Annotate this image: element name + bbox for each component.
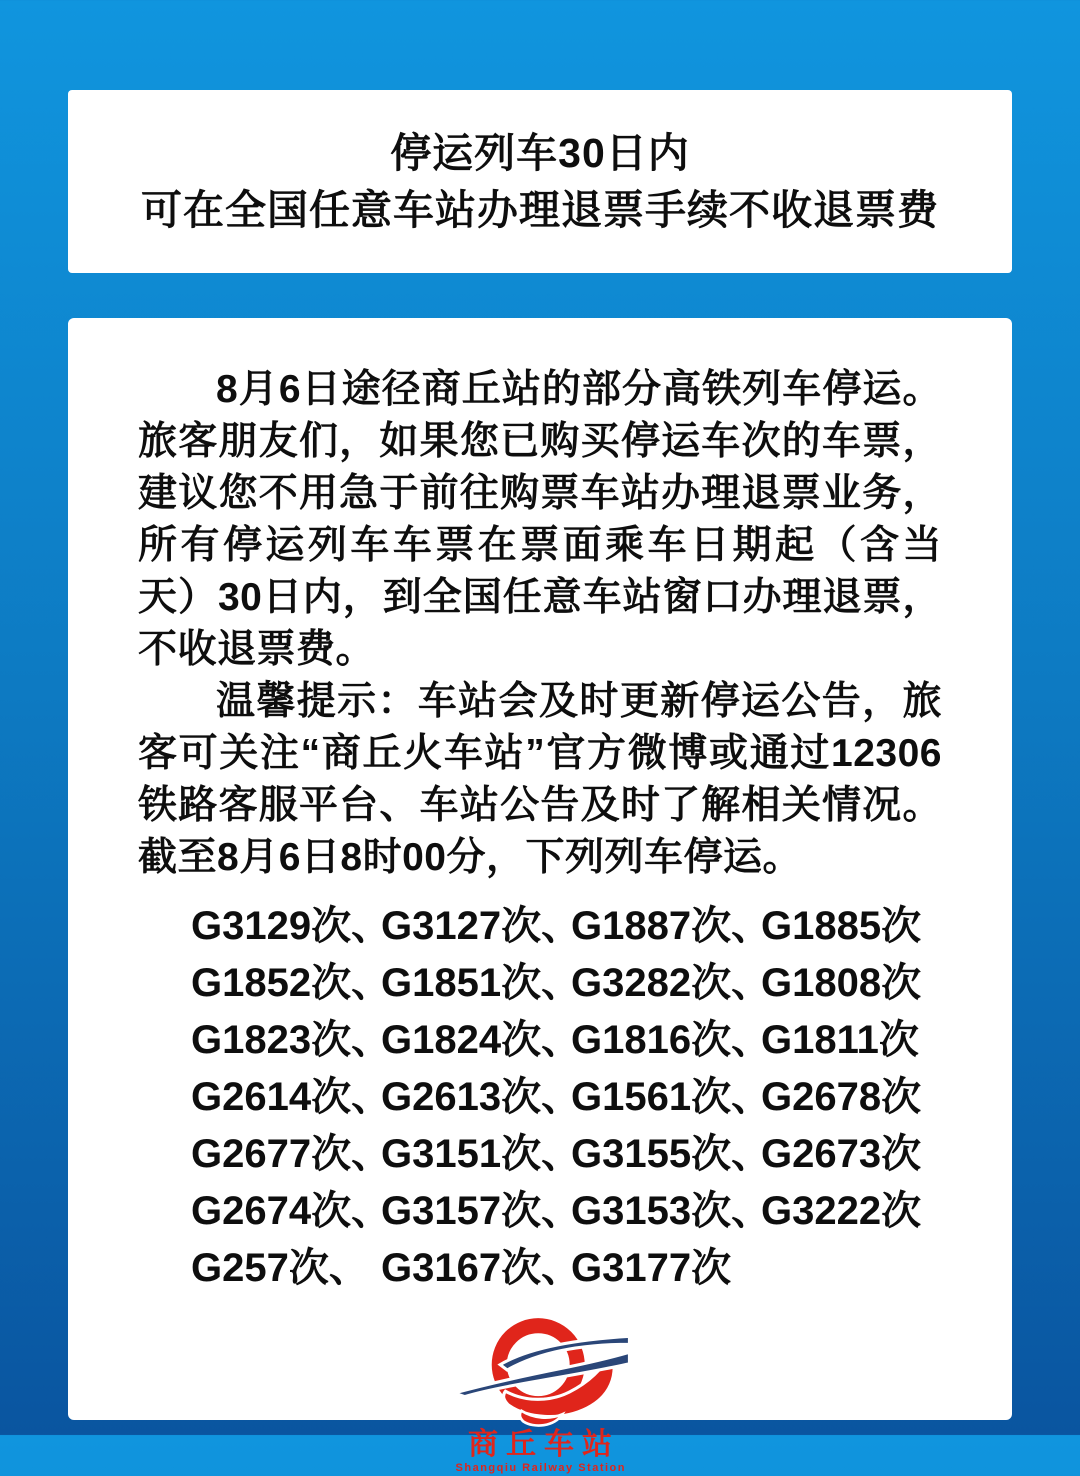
train-number: G2614次、: [191, 1075, 392, 1119]
train-number: G1885次: [761, 904, 922, 948]
train-number: G3167次、: [381, 1246, 582, 1290]
notice-paragraph-refund-policy: 8月6日途径商丘站的部分高铁列车停运。旅客朋友们，如果您已购买停运车次的车票，建议您不用急于前往购票车站办理退票业务，所有停运列车车票在票面乘车日期起（含当天）30日内，到全国任意车站窗口办理退票，不收退票费。: [138, 368, 942, 671]
train-number: G2613次、: [381, 1075, 582, 1119]
train-row: [191, 1183, 942, 1240]
train-number: G1852次、: [191, 961, 392, 1005]
train-number: [761, 1240, 951, 1297]
train-number: G2674次、: [191, 1189, 392, 1233]
train-number: G1816次、: [571, 1018, 772, 1062]
train-number: G2678次: [761, 1075, 922, 1119]
train-number: G3155次、: [571, 1132, 772, 1176]
train-number: G257次、: [191, 1246, 369, 1290]
notice-paragraph-tips: 温馨提示：车站会及时更新停运公告，旅客可关注“商丘火车站”官方微博或通过12306铁路客服平台、车站公告及时了解相关情况。截至8月6日8时00分，下列列车停运。: [138, 680, 942, 879]
train-number: G3129次、: [191, 904, 392, 948]
train-number: G1808次: [761, 961, 922, 1005]
notice-card: [68, 318, 1012, 1474]
train-row: [191, 1012, 942, 1069]
train-row: [191, 1240, 942, 1297]
train-number: G1561次、: [571, 1075, 772, 1119]
train-row: [191, 1069, 942, 1126]
railway-logo-icon: [447, 1315, 633, 1425]
title-line-1: 停运列车30日内: [390, 129, 690, 176]
train-number: G1851次、: [381, 961, 582, 1005]
title-card: [68, 90, 1012, 273]
train-number: G3222次: [761, 1189, 922, 1233]
train-row: [191, 898, 942, 955]
train-row: [191, 1126, 942, 1183]
train-number: G2677次、: [191, 1132, 392, 1176]
train-number: G3282次、: [571, 961, 772, 1005]
train-number: G1887次、: [571, 904, 772, 948]
train-number: G1823次、: [191, 1018, 392, 1062]
train-row: [191, 955, 942, 1012]
train-number: G3151次、: [381, 1132, 582, 1176]
station-name-cn: 商丘车站: [468, 1428, 620, 1461]
station-name-en: Shangqiu Railway Station: [455, 1462, 626, 1474]
train-number: G3153次、: [571, 1189, 772, 1233]
train-number: G1824次、: [381, 1018, 582, 1062]
station-logo: [138, 1315, 942, 1476]
train-number: G2673次: [761, 1132, 922, 1176]
title-line-2: 可在全国任意车站办理退票手续不收退票费: [141, 186, 939, 233]
train-number: G1811次: [761, 1018, 919, 1062]
cancelled-train-list: [191, 898, 942, 1297]
train-number: G3157次、: [381, 1189, 582, 1233]
train-number: G3127次、: [381, 904, 582, 948]
train-number: G3177次: [571, 1246, 732, 1290]
